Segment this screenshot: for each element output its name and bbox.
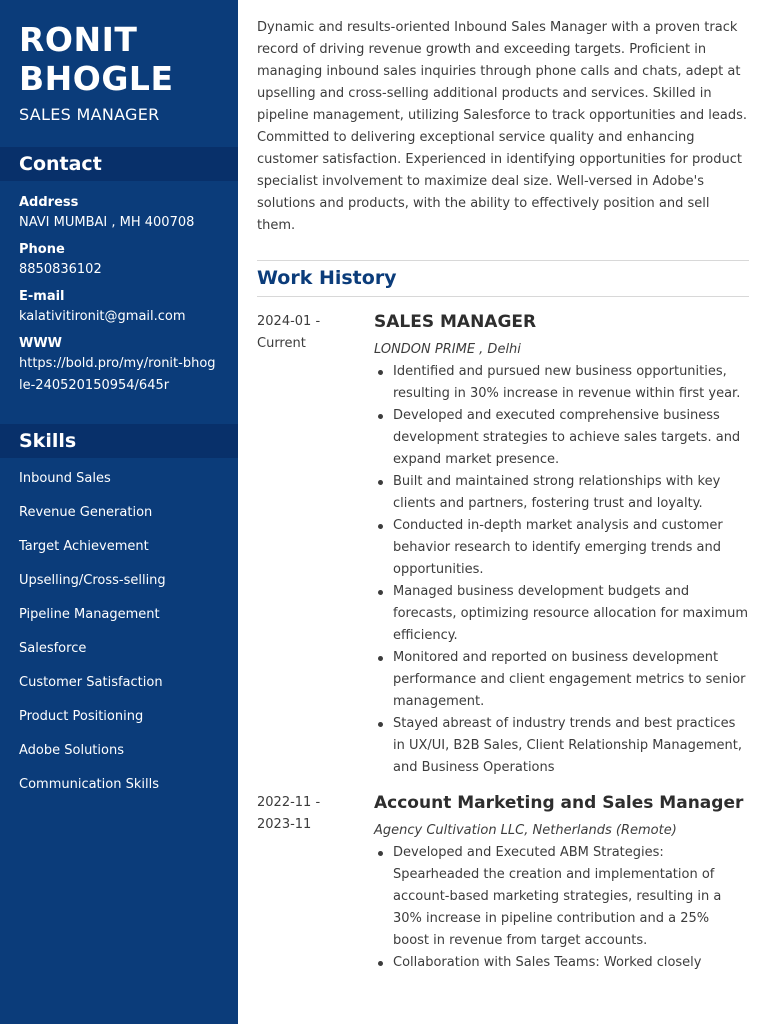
job-bullets	[374, 361, 749, 779]
job-bullets	[374, 842, 749, 974]
skill-item: Pipeline Management	[19, 607, 160, 622]
skill-item: Adobe Solutions	[19, 743, 124, 758]
job-date-start: 2022-11 -	[257, 795, 321, 810]
candidate-name	[0, 0, 238, 98]
skill-item: Target Achievement	[19, 539, 149, 554]
skill-item: Product Positioning	[19, 709, 144, 724]
bullet-item: Developed and executed comprehensive business development strategies to achieve sales targets. and expand market presence.	[374, 405, 749, 471]
bullet-item: Managed business development budgets and forecasts, optimizing resource allocation for maximum efficiency.	[374, 581, 749, 647]
bullet-item: Identified and pursued new business opportunities, resulting in 30% increase in revenue within first year.	[374, 361, 749, 405]
name-first: RONIT	[19, 20, 138, 59]
job-title: Account Marketing and Sales Manager	[374, 793, 744, 813]
email-value[interactable]: kalativitironit@gmail.com	[19, 309, 186, 324]
contact-list	[0, 181, 238, 397]
email-label: E-mail	[19, 289, 65, 304]
skills-list	[0, 458, 238, 794]
phone-value: 8850836102	[19, 262, 102, 277]
skill-item: Inbound Sales	[19, 471, 111, 486]
job-dates	[257, 311, 374, 779]
bullet-item: Collaboration with Sales Teams: Worked closely	[374, 952, 749, 974]
bullet-item: Conducted in-depth market analysis and customer behavior research to identify emerging trends and opportunities.	[374, 515, 749, 581]
skill-item: Communication Skills	[19, 777, 159, 792]
phone-label: Phone	[19, 242, 65, 257]
job-date-end: 2023-11	[257, 817, 312, 832]
work-history-heading: Work History	[257, 260, 749, 297]
skill-item: Upselling/Cross-selling	[19, 573, 166, 588]
job-details	[374, 792, 749, 974]
bullet-item: Stayed abreast of industry trends and best practices in UX/UI, B2B Sales, Client Relationship Management, and Business Operations	[374, 713, 749, 779]
job-date-start: 2024-01 -	[257, 314, 321, 329]
professional-summary: Dynamic and results-oriented Inbound Sales Manager with a proven track record of driving revenue growth and exceeding targets. Proficient in managing inbound sales inquiries through phone calls and chats, adept at upselling and cross-selling additional products and services. Skilled in pipeline management, utilizing Salesforce to track opportunities and leads. Committed to delivering exceptional service quality and enhancing customer satisfaction. Experienced in identifying opportunities for product specialist involvement to maximize deal size. Well-versed in Adobe's solutions and products, with the ability to effectively position and sell them.	[257, 20, 748, 233]
www-link[interactable]: https://bold.pro/my/ronit-bhogle-240520150954/645r	[19, 356, 216, 393]
job-company: LONDON PRIME , Delhi	[374, 342, 521, 357]
skill-item: Revenue Generation	[19, 505, 153, 520]
skill-item: Salesforce	[19, 641, 87, 656]
job-role: SALES MANAGER	[19, 105, 160, 124]
address-label: Address	[19, 195, 79, 210]
contact-heading: Contact	[0, 147, 238, 181]
job-date-end: Current	[257, 336, 306, 351]
job-company: Agency Cultivation LLC, Netherlands (Remote)	[374, 823, 677, 838]
address-value: NAVI MUMBAI , MH 400708	[19, 215, 195, 230]
bullet-item: Built and maintained strong relationships with key clients and partners, fostering trust and loyalty.	[374, 471, 749, 515]
name-last: BHOGLE	[19, 59, 174, 98]
main-content	[257, 17, 749, 974]
job-dates	[257, 792, 374, 974]
job-entry	[257, 792, 749, 974]
www-label: WWW	[19, 336, 63, 351]
sidebar	[0, 0, 238, 1024]
skills-heading: Skills	[0, 424, 238, 458]
job-details	[374, 311, 749, 779]
bullet-item: Developed and Executed ABM Strategies: Spearheaded the creation and implementation of account-based marketing strategies, resulting in a 30% increase in pipeline contribution and a 25% boost in revenue from target accounts.	[374, 842, 749, 952]
bullet-item: Monitored and reported on business development performance and client engagement metrics to senior management.	[374, 647, 749, 713]
skill-item: Customer Satisfaction	[19, 675, 163, 690]
job-title: SALES MANAGER	[374, 312, 537, 332]
job-entry	[257, 311, 749, 779]
